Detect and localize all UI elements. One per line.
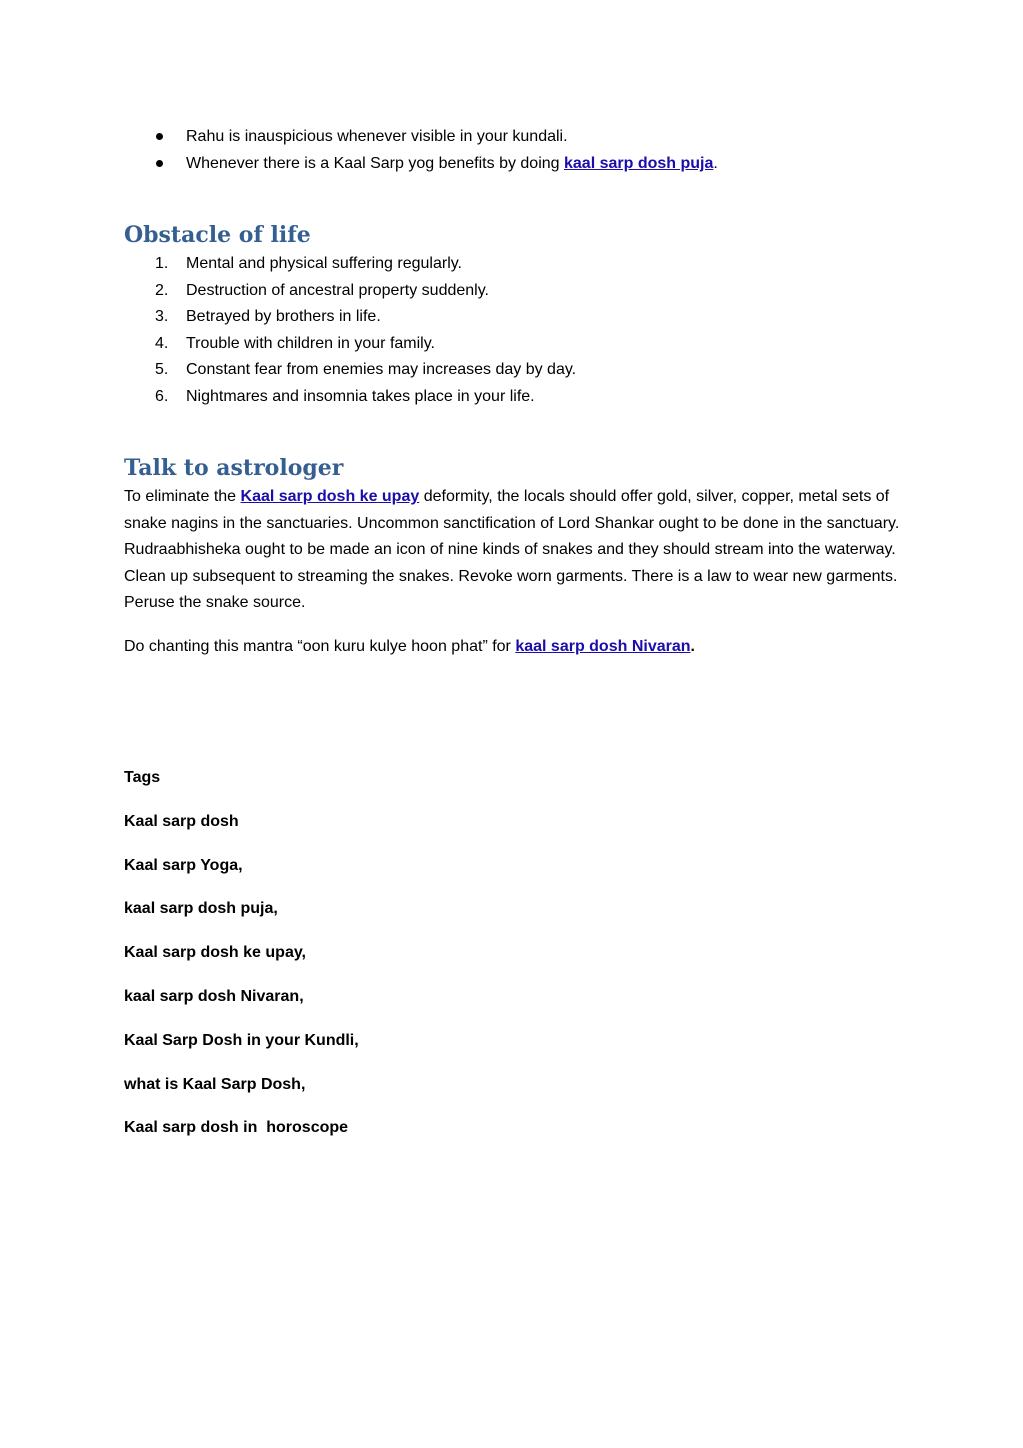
list-item bbox=[124, 331, 576, 358]
paragraph-text: Do chanting this mantra “oon kuru kulye hoon phat” for bbox=[124, 638, 516, 655]
tag-item: kaal sarp dosh puja, bbox=[124, 900, 278, 918]
list-number: 5. bbox=[155, 361, 169, 378]
bullet-list bbox=[124, 123, 718, 177]
list-text: Constant fear from enemies may increases day by day. bbox=[186, 361, 577, 378]
list-number: 2. bbox=[155, 281, 169, 299]
list-text: Mental and physical suffering regularly. bbox=[186, 255, 462, 272]
list-item bbox=[124, 357, 576, 384]
tag-item: Kaal sarp dosh ke upay, bbox=[124, 944, 306, 962]
obstacle-heading: Obstacle of life bbox=[124, 222, 311, 248]
list-number: 1. bbox=[155, 255, 169, 272]
tag-item: kaal sarp dosh Nivaran, bbox=[124, 987, 304, 1005]
list-number: 4. bbox=[155, 334, 169, 352]
list-text: Destruction of ancestral property suddenly. bbox=[186, 281, 489, 299]
bullet-text-after: . bbox=[713, 155, 718, 172]
list-item bbox=[124, 278, 576, 305]
bullet-text: Rahu is inauspicious whenever visible in your kundali. bbox=[186, 128, 568, 145]
list-text: Trouble with children in your family. bbox=[186, 334, 435, 352]
tag-item: Kaal Sarp Dosh in your Kundli, bbox=[124, 1031, 359, 1049]
bullet-item bbox=[124, 123, 718, 150]
paragraph-text: To eliminate the bbox=[124, 488, 241, 505]
tags-section bbox=[124, 766, 359, 1160]
paragraph-period: . bbox=[690, 638, 695, 655]
tags-label: Tags bbox=[124, 769, 161, 786]
mantra-paragraph bbox=[124, 634, 900, 661]
list-text: Betrayed by brothers in life. bbox=[186, 308, 381, 325]
tag-item: Kaal sarp dosh bbox=[124, 812, 239, 830]
list-number: 6. bbox=[155, 387, 169, 405]
list-item bbox=[124, 251, 576, 278]
list-item bbox=[124, 304, 576, 331]
bullet-dot-icon bbox=[156, 160, 163, 167]
list-number: 3. bbox=[155, 308, 169, 325]
paragraph-text: deformity, the locals should offer gold, silver, copper, metal sets of snake nagins in the sanctuaries. Uncommon sanctification of Lord Shankar ought to be done in the sanctuary. Rudraabhisheka ought to be made an icon of nine kinds of snakes and they should stream into the waterway. Clean up subsequent to streaming the snakes. Revoke worn garments. There is a law to wear new garments. Peruse the snake source. bbox=[124, 488, 900, 612]
kaal-sarp-dosh-puja-link[interactable]: kaal sarp dosh puja bbox=[564, 155, 714, 172]
kaal-sarp-dosh-nivaran-link[interactable]: kaal sarp dosh Nivaran bbox=[515, 638, 691, 655]
tag-item: what is Kaal Sarp Dosh, bbox=[124, 1075, 306, 1093]
obstacle-list bbox=[124, 251, 576, 410]
tag-item: Kaal sarp Yoga, bbox=[124, 856, 243, 874]
bullet-dot-icon bbox=[156, 133, 163, 140]
kaal-sarp-dosh-ke-upay-link[interactable]: Kaal sarp dosh ke upay bbox=[240, 488, 420, 505]
bullet-item bbox=[124, 150, 718, 177]
list-item bbox=[124, 384, 576, 411]
list-text: Nightmares and insomnia takes place in your life. bbox=[186, 387, 535, 405]
astrologer-heading: Talk to astrologer bbox=[124, 455, 344, 481]
tag-item: Kaal sarp dosh in horoscope bbox=[124, 1119, 349, 1137]
astrologer-paragraph bbox=[124, 484, 900, 617]
bullet-text: Whenever there is a Kaal Sarp yog benefits by doing bbox=[186, 155, 564, 172]
